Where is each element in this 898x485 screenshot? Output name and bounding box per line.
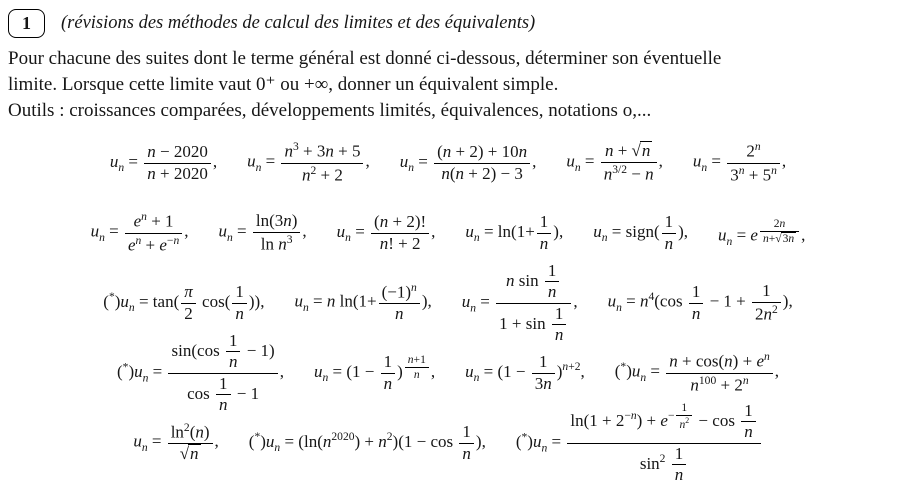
intro-paragraph [8,46,888,124]
intro-line-3: Outils : croissances comparées, développements limités, équivalences, notations o,... [8,100,652,121]
formula: $u_n = e$ $^{2n n+ √ 3n}$ , [718,217,806,249]
formula: $u_n$ = $\frac{(n + 2) + 10n}{n(n + 2) - 3}$ , [399,142,537,183]
formula: $u_n = (1$ − $\frac{1}{3n}$ )$^{n+2}$, [465,352,585,393]
radical-icon: √ [179,444,190,464]
intro-line-1: Pour chacune des suites dont le terme général est donné ci-dessous, déterminer son éventuelle [8,48,722,69]
formula: $(^*)u_n = (\ln(n^{2020}) + n^2)(1 - \cos$ $\frac{1}{n}$ ), [248,422,486,463]
formula-row-2 [8,198,888,268]
formula: $u_n$ = sign( $\frac{1}{n}$ ), [593,212,689,253]
formula: $u_n$ = $\frac{(n + 2)!}{n! + 2}$ , [336,212,436,253]
formula: $u_n = n$ ln(1+ $\frac{(-1)^n}{n}$ ), [294,281,432,324]
formula: $u_n$ = $\ln^2(n)$ √ n , [133,421,219,464]
formula-row-4 [8,330,888,414]
formula: $(^*)u_n = \tan$( $\frac{\pi}{2}$ cos( $\frac{1}{n}$ )), [103,282,265,323]
exercise-header [8,7,888,39]
radical-icon: √ [775,232,782,246]
formula-list [8,128,888,484]
formula-row-5 [8,400,888,484]
exercise-number: 1 [22,12,31,33]
formula: $(^*)u_n$ = $\ln(1 + 2^{-n}) + e^{- \frac{1}{n^2}}$ − cos $\frac{1}{n}$ $\sin^2$ $\frac{1}{n}$ [516,401,763,485]
intro-line-2: limite. Lorsque cette limite vaut 0⁺ ou +∞, donner un équivalent simple. [8,74,559,95]
formula: $u_n$ = $\frac{e^n + 1}{e^n + e^{-n}}$ , [90,210,189,255]
formula-row-1 [8,128,888,198]
formula: $u_n$ = $\frac{\ln(3n)}{\ln n^3}$ , [218,211,307,254]
formula: $(^*)u_n$ = $\frac{n + \cos(n) + e^n}{n^{100} + 2^n}$ , [614,350,780,395]
formula: $u_n = n^4(\cos$ $\frac{1}{n}$ − 1 + $\frac{1}{2n^2}$ ), [607,281,793,324]
exercise-number-box [8,9,45,38]
formula: $(^*)u_n$ = sin(cos $\frac{1}{n}$ − 1) cos $\frac{1}{n}$ − 1 , [116,330,284,414]
formula: $u_n$ = $\frac{n - 2020}{n + 2020}$ , [109,142,218,183]
exercise-subtitle: (révisions des méthodes de calcul des limites et des équivalents) [61,12,536,33]
formula: $u_n$ = $\frac{2^n}{3^n + 5^n}$ , [692,140,787,185]
formula: $u_n$ = $\frac{n^3 + 3n + 5}{n^2 + 2}$ , [247,140,370,185]
formula: $u_n$ = n sin $\frac{1}{n}$ 1 + sin $\frac{1}{n}$ , [461,260,578,344]
formula: $u_n$ = n + √ n $n^{3/2} - n$ , [566,141,663,184]
radical-icon: √ [631,141,641,161]
formula-row-3 [8,260,888,344]
formula: $u_n = \ln(1+$ $\frac{1}{n}$ ), [465,212,564,253]
formula: $u_n = (1$ − $\frac{1}{n}$ ) $^{\frac{n+1}{n}}$ , [313,352,436,393]
